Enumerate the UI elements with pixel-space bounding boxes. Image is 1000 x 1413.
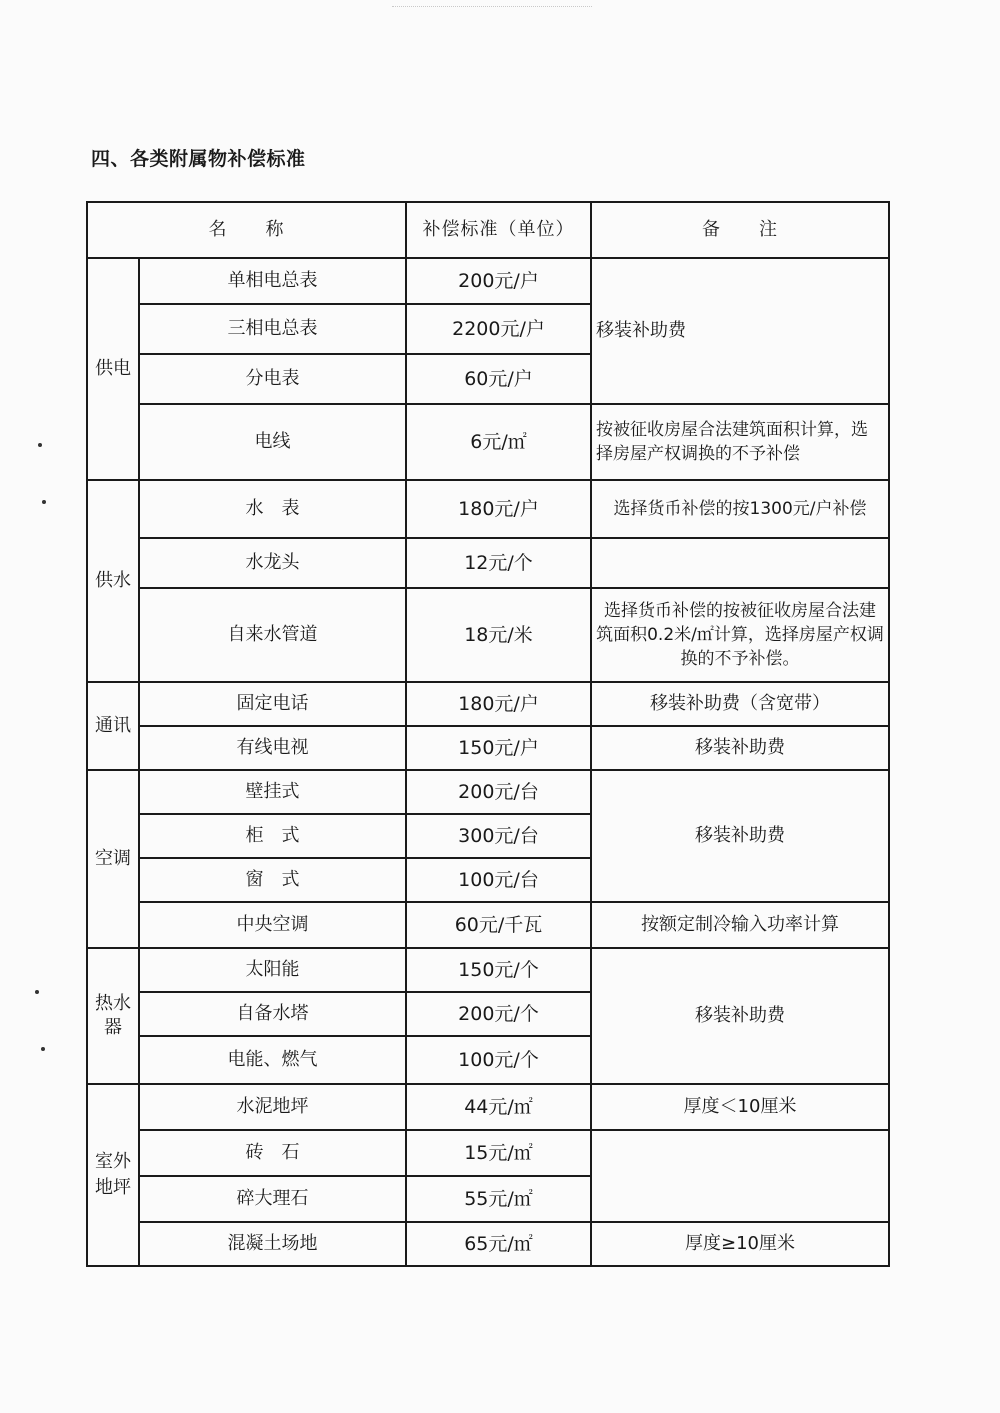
item-cell: 有线电视 xyxy=(139,726,406,770)
header-row xyxy=(87,202,889,258)
remark-cell: 移装补助费 xyxy=(591,726,889,770)
table-row xyxy=(87,538,889,588)
remark-cell: 选择货币补偿的按被征收房屋合法建筑面积0.2米/㎡计算，选择房屋产权调换的不予补偿。 xyxy=(591,588,889,682)
item-cell: 水泥地坪 xyxy=(139,1084,406,1130)
item-cell: 单相电总表 xyxy=(139,258,406,304)
standard-cell: 150元/个 xyxy=(406,948,591,992)
standard-cell: 15元/㎡ xyxy=(406,1130,591,1176)
standard-cell: 200元/台 xyxy=(406,770,591,814)
item-cell: 固定电话 xyxy=(139,682,406,726)
standard-cell: 44元/㎡ xyxy=(406,1084,591,1130)
compensation-table xyxy=(86,201,890,1267)
item-cell: 窗 式 xyxy=(139,858,406,902)
table-row xyxy=(87,682,889,726)
item-cell: 自来水管道 xyxy=(139,588,406,682)
standard-cell: 6元/㎡ xyxy=(406,404,591,480)
item-cell: 水 表 xyxy=(139,480,406,538)
standard-cell: 100元/个 xyxy=(406,1036,591,1084)
table-row xyxy=(87,1130,889,1176)
item-cell: 砖 石 xyxy=(139,1130,406,1176)
item-cell: 电线 xyxy=(139,404,406,480)
header-standard: 补偿标准（单位） xyxy=(406,202,591,258)
section-title: 四、各类附属物补偿标准 xyxy=(91,148,306,170)
standard-cell: 200元/个 xyxy=(406,992,591,1036)
table-row xyxy=(87,770,889,814)
table-row xyxy=(87,948,889,992)
standard-cell: 150元/户 xyxy=(406,726,591,770)
category-cell: 供电 xyxy=(87,258,139,480)
item-cell: 柜 式 xyxy=(139,814,406,858)
table-row xyxy=(87,1222,889,1266)
table-row xyxy=(87,726,889,770)
header-name: 名 称 xyxy=(87,202,406,258)
standard-cell: 100元/台 xyxy=(406,858,591,902)
table-row xyxy=(87,404,889,480)
remark-cell: 移装补助费 xyxy=(591,948,889,1084)
remark-cell xyxy=(591,1130,889,1222)
standard-cell: 60元/千瓦 xyxy=(406,902,591,948)
item-cell: 中央空调 xyxy=(139,902,406,948)
standard-cell: 180元/户 xyxy=(406,480,591,538)
standard-cell: 18元/米 xyxy=(406,588,591,682)
standard-cell: 300元/台 xyxy=(406,814,591,858)
item-cell: 壁挂式 xyxy=(139,770,406,814)
scan-dot xyxy=(41,1047,45,1051)
table-row xyxy=(87,902,889,948)
header-remark: 备 注 xyxy=(591,202,889,258)
item-cell: 分电表 xyxy=(139,354,406,404)
table-row xyxy=(87,258,889,304)
category-label: 室外地坪 xyxy=(95,1151,131,1198)
remark-cell: 按被征收房屋合法建筑面积计算，选择房屋产权调换的不予补偿 xyxy=(591,404,889,480)
standard-cell: 55元/㎡ xyxy=(406,1176,591,1222)
scan-dot xyxy=(38,443,42,447)
remark-cell: 移装补助费 xyxy=(591,258,889,404)
item-cell: 电能、燃气 xyxy=(139,1036,406,1084)
category-cell: 通讯 xyxy=(87,682,139,770)
remark-cell xyxy=(591,538,889,588)
category-cell xyxy=(87,948,139,1084)
remark-cell: 厚度≥10厘米 xyxy=(591,1222,889,1266)
standard-cell: 65元/㎡ xyxy=(406,1222,591,1266)
item-cell: 混凝土场地 xyxy=(139,1222,406,1266)
table-row xyxy=(87,480,889,538)
item-cell: 水龙头 xyxy=(139,538,406,588)
standard-cell: 180元/户 xyxy=(406,682,591,726)
remark-cell: 移装补助费 xyxy=(591,770,889,902)
item-cell: 三相电总表 xyxy=(139,304,406,354)
remark-cell: 移装补助费（含宽带） xyxy=(591,682,889,726)
remark-cell: 选择货币补偿的按1300元/户补偿 xyxy=(591,480,889,538)
standard-cell: 200元/户 xyxy=(406,258,591,304)
standard-cell: 2200元/户 xyxy=(406,304,591,354)
standard-cell: 12元/个 xyxy=(406,538,591,588)
scan-mark xyxy=(392,6,592,13)
remark-cell: 厚度＜10厘米 xyxy=(591,1084,889,1130)
category-label: 热水器 xyxy=(95,993,131,1038)
category-cell: 空调 xyxy=(87,770,139,948)
table-row xyxy=(87,588,889,682)
category-cell xyxy=(87,1084,139,1266)
table-row xyxy=(87,1084,889,1130)
category-cell: 供水 xyxy=(87,480,139,682)
item-cell: 自备水塔 xyxy=(139,992,406,1036)
item-cell: 碎大理石 xyxy=(139,1176,406,1222)
scan-dot xyxy=(35,990,39,994)
item-cell: 太阳能 xyxy=(139,948,406,992)
standard-cell: 60元/户 xyxy=(406,354,591,404)
remark-cell: 按额定制冷输入功率计算 xyxy=(591,902,889,948)
scan-dot xyxy=(42,500,46,504)
